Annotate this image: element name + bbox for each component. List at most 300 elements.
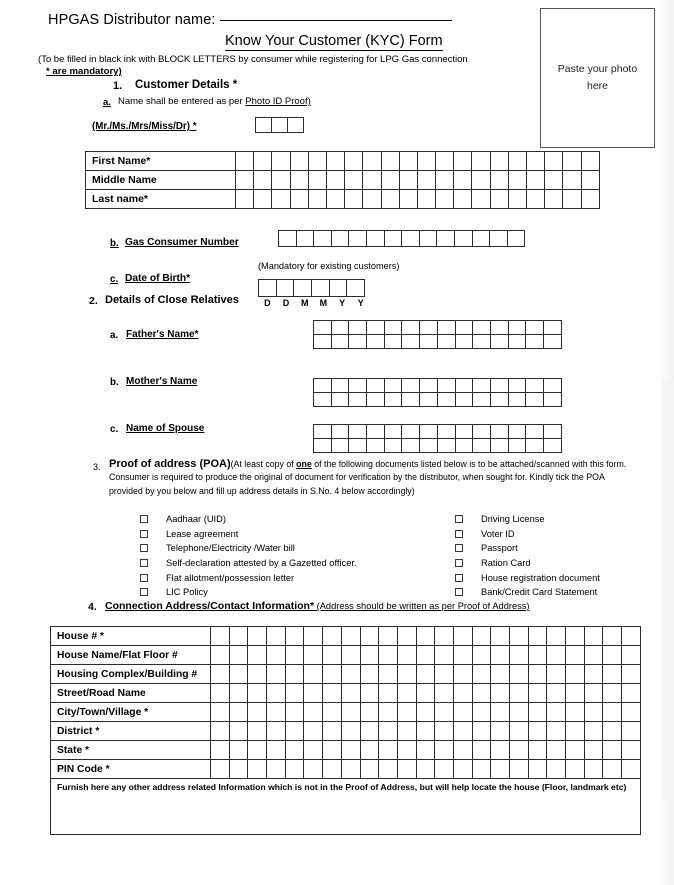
mothers-name-cell[interactable] bbox=[543, 392, 562, 407]
connection-address-table[interactable] bbox=[50, 626, 641, 835]
address-character-box[interactable] bbox=[211, 665, 230, 684]
name-character-box[interactable] bbox=[527, 152, 545, 171]
mothers-name-cell[interactable] bbox=[490, 392, 509, 407]
address-character-box[interactable] bbox=[435, 627, 454, 646]
date-of-birth-box[interactable] bbox=[276, 279, 295, 297]
fathers-name-cell[interactable] bbox=[313, 334, 332, 349]
fathers-name-cell[interactable] bbox=[366, 320, 385, 335]
address-character-box[interactable] bbox=[584, 646, 603, 665]
address-character-box[interactable] bbox=[323, 703, 342, 722]
name-character-box[interactable] bbox=[527, 171, 545, 190]
name-character-box[interactable] bbox=[563, 171, 581, 190]
name-character-box[interactable] bbox=[308, 171, 326, 190]
address-character-box[interactable] bbox=[566, 703, 585, 722]
fathers-name-cell[interactable] bbox=[472, 334, 491, 349]
address-character-box[interactable] bbox=[267, 741, 286, 760]
salutation-box[interactable] bbox=[287, 117, 304, 133]
address-character-box[interactable] bbox=[566, 684, 585, 703]
gas-consumer-number-box[interactable] bbox=[384, 230, 403, 247]
fathers-name-cell[interactable] bbox=[331, 320, 350, 335]
address-character-box[interactable] bbox=[360, 684, 379, 703]
fathers-name-cell[interactable] bbox=[419, 334, 438, 349]
name-character-box[interactable] bbox=[345, 152, 363, 171]
gas-consumer-number-box[interactable] bbox=[366, 230, 385, 247]
spouse-name-cell[interactable] bbox=[313, 438, 332, 453]
address-character-box[interactable] bbox=[248, 760, 267, 779]
address-character-box[interactable] bbox=[416, 741, 435, 760]
address-character-box[interactable] bbox=[323, 665, 342, 684]
address-character-box[interactable] bbox=[360, 703, 379, 722]
address-character-box[interactable] bbox=[584, 722, 603, 741]
fathers-name-cell[interactable] bbox=[366, 334, 385, 349]
salutation-box[interactable] bbox=[271, 117, 288, 133]
address-character-box[interactable] bbox=[267, 684, 286, 703]
gas-consumer-number-box[interactable] bbox=[436, 230, 455, 247]
address-character-box[interactable] bbox=[341, 760, 360, 779]
gas-consumer-number-box[interactable] bbox=[419, 230, 438, 247]
address-character-box[interactable] bbox=[416, 703, 435, 722]
spouse-name-cell[interactable] bbox=[472, 424, 491, 439]
fathers-name-cell[interactable] bbox=[437, 334, 456, 349]
spouse-name-cell[interactable] bbox=[472, 438, 491, 453]
address-character-box[interactable] bbox=[285, 627, 304, 646]
name-character-box[interactable] bbox=[508, 171, 526, 190]
name-character-box[interactable] bbox=[345, 190, 363, 209]
address-character-box[interactable] bbox=[285, 684, 304, 703]
address-character-box[interactable] bbox=[603, 703, 622, 722]
address-character-box[interactable] bbox=[622, 760, 641, 779]
spouse-name-cell[interactable] bbox=[419, 424, 438, 439]
address-character-box[interactable] bbox=[267, 665, 286, 684]
address-character-box[interactable] bbox=[547, 703, 566, 722]
mothers-name-cell[interactable] bbox=[508, 378, 527, 393]
address-character-box[interactable] bbox=[453, 741, 472, 760]
mothers-name-cell[interactable] bbox=[366, 378, 385, 393]
address-character-box[interactable] bbox=[248, 741, 267, 760]
mothers-name-cell[interactable] bbox=[401, 378, 420, 393]
name-character-box[interactable] bbox=[399, 152, 417, 171]
address-character-box[interactable] bbox=[528, 741, 547, 760]
name-character-box[interactable] bbox=[563, 152, 581, 171]
fathers-name-cell[interactable] bbox=[384, 320, 403, 335]
address-character-box[interactable] bbox=[416, 684, 435, 703]
mothers-name-cell[interactable] bbox=[331, 392, 350, 407]
checkbox-icon[interactable] bbox=[455, 544, 463, 552]
fathers-name-cell[interactable] bbox=[419, 320, 438, 335]
fathers-name-cell[interactable] bbox=[455, 320, 474, 335]
spouse-name-cell[interactable] bbox=[384, 438, 403, 453]
address-character-box[interactable] bbox=[397, 760, 416, 779]
address-character-box[interactable] bbox=[211, 684, 230, 703]
name-character-box[interactable] bbox=[381, 152, 399, 171]
mothers-name-cell[interactable] bbox=[401, 392, 420, 407]
address-character-box[interactable] bbox=[566, 741, 585, 760]
gas-consumer-number-box[interactable] bbox=[296, 230, 315, 247]
address-character-box[interactable] bbox=[397, 722, 416, 741]
address-character-box[interactable] bbox=[547, 760, 566, 779]
date-of-birth-box[interactable] bbox=[293, 279, 312, 297]
address-character-box[interactable] bbox=[211, 646, 230, 665]
checkbox-icon[interactable] bbox=[140, 559, 148, 567]
address-character-box[interactable] bbox=[397, 665, 416, 684]
name-character-box[interactable] bbox=[545, 190, 563, 209]
date-of-birth-box[interactable] bbox=[346, 279, 365, 297]
address-character-box[interactable] bbox=[211, 627, 230, 646]
gas-consumer-number-box[interactable] bbox=[472, 230, 491, 247]
name-character-box[interactable] bbox=[236, 152, 254, 171]
name-character-box[interactable] bbox=[490, 190, 508, 209]
address-character-box[interactable] bbox=[603, 684, 622, 703]
mothers-name-cell[interactable] bbox=[525, 378, 544, 393]
address-character-box[interactable] bbox=[267, 646, 286, 665]
address-character-box[interactable] bbox=[435, 760, 454, 779]
fathers-name-cell[interactable] bbox=[490, 334, 509, 349]
address-character-box[interactable] bbox=[379, 703, 398, 722]
spouse-name-cell[interactable] bbox=[348, 424, 367, 439]
name-character-box[interactable] bbox=[417, 171, 435, 190]
address-character-box[interactable] bbox=[603, 646, 622, 665]
address-character-box[interactable] bbox=[267, 627, 286, 646]
address-character-box[interactable] bbox=[510, 703, 529, 722]
name-character-box[interactable] bbox=[581, 171, 599, 190]
address-character-box[interactable] bbox=[472, 703, 491, 722]
address-character-box[interactable] bbox=[397, 703, 416, 722]
spouse-name-cell[interactable] bbox=[543, 438, 562, 453]
spouse-name-cell[interactable] bbox=[331, 438, 350, 453]
address-character-box[interactable] bbox=[248, 684, 267, 703]
address-character-box[interactable] bbox=[285, 741, 304, 760]
mothers-name-cell[interactable] bbox=[472, 378, 491, 393]
address-character-box[interactable] bbox=[491, 722, 510, 741]
fathers-name-cell[interactable] bbox=[455, 334, 474, 349]
address-character-box[interactable] bbox=[341, 665, 360, 684]
checkbox-icon[interactable] bbox=[455, 588, 463, 596]
address-character-box[interactable] bbox=[528, 703, 547, 722]
address-character-box[interactable] bbox=[566, 722, 585, 741]
mothers-name-cell[interactable] bbox=[437, 378, 456, 393]
address-character-box[interactable] bbox=[379, 627, 398, 646]
poa-option-item[interactable] bbox=[455, 512, 600, 527]
name-character-box[interactable] bbox=[472, 190, 490, 209]
address-character-box[interactable] bbox=[211, 760, 230, 779]
name-character-box[interactable] bbox=[326, 190, 344, 209]
mothers-name-cell[interactable] bbox=[313, 378, 332, 393]
address-character-box[interactable] bbox=[472, 760, 491, 779]
fathers-name-cell[interactable] bbox=[384, 334, 403, 349]
fathers-name-cell[interactable] bbox=[525, 320, 544, 335]
address-character-box[interactable] bbox=[510, 646, 529, 665]
gas-consumer-number-box[interactable] bbox=[454, 230, 473, 247]
mothers-name-cell[interactable] bbox=[525, 392, 544, 407]
name-character-box[interactable] bbox=[272, 190, 290, 209]
checkbox-icon[interactable] bbox=[140, 530, 148, 538]
address-character-box[interactable] bbox=[379, 684, 398, 703]
name-character-box[interactable] bbox=[308, 190, 326, 209]
address-character-box[interactable] bbox=[491, 703, 510, 722]
address-character-box[interactable] bbox=[229, 703, 248, 722]
address-character-box[interactable] bbox=[566, 627, 585, 646]
address-character-box[interactable] bbox=[622, 703, 641, 722]
address-character-box[interactable] bbox=[267, 722, 286, 741]
spouse-name-cell[interactable] bbox=[455, 424, 474, 439]
name-character-box[interactable] bbox=[399, 171, 417, 190]
address-character-box[interactable] bbox=[229, 627, 248, 646]
spouse-name-cell[interactable] bbox=[508, 438, 527, 453]
name-character-box[interactable] bbox=[436, 152, 454, 171]
mothers-name-cell[interactable] bbox=[455, 392, 474, 407]
address-character-box[interactable] bbox=[341, 741, 360, 760]
name-character-box[interactable] bbox=[454, 190, 472, 209]
address-character-box[interactable] bbox=[248, 627, 267, 646]
address-character-box[interactable] bbox=[304, 665, 323, 684]
name-character-box[interactable] bbox=[290, 190, 308, 209]
fathers-name-cell[interactable] bbox=[348, 334, 367, 349]
address-character-box[interactable] bbox=[285, 646, 304, 665]
name-character-box[interactable] bbox=[563, 190, 581, 209]
date-of-birth-box[interactable] bbox=[258, 279, 277, 297]
mothers-name-cell[interactable] bbox=[490, 378, 509, 393]
spouse-name-cell[interactable] bbox=[525, 424, 544, 439]
spouse-name-grid[interactable] bbox=[313, 424, 562, 453]
address-character-box[interactable] bbox=[229, 665, 248, 684]
fathers-name-cell[interactable] bbox=[348, 320, 367, 335]
poa-option-item[interactable] bbox=[455, 527, 600, 542]
address-character-box[interactable] bbox=[472, 665, 491, 684]
address-character-box[interactable] bbox=[416, 646, 435, 665]
address-character-box[interactable] bbox=[622, 684, 641, 703]
address-character-box[interactable] bbox=[453, 703, 472, 722]
poa-option-item[interactable] bbox=[455, 585, 600, 600]
address-character-box[interactable] bbox=[304, 627, 323, 646]
spouse-name-cell[interactable] bbox=[366, 438, 385, 453]
address-character-box[interactable] bbox=[622, 646, 641, 665]
address-character-box[interactable] bbox=[397, 627, 416, 646]
furnish-additional-info-area[interactable]: Furnish here any other address related Information which is not in the Proof of Address, but will help locate the house (Floor, landmark etc) bbox=[51, 779, 641, 835]
checkbox-icon[interactable] bbox=[140, 544, 148, 552]
address-character-box[interactable] bbox=[603, 665, 622, 684]
fathers-name-cell[interactable] bbox=[543, 320, 562, 335]
name-character-box[interactable] bbox=[326, 171, 344, 190]
address-character-box[interactable] bbox=[510, 760, 529, 779]
name-character-box[interactable] bbox=[254, 190, 272, 209]
gas-consumer-number-box[interactable] bbox=[313, 230, 332, 247]
address-character-box[interactable] bbox=[510, 722, 529, 741]
address-character-box[interactable] bbox=[622, 722, 641, 741]
name-character-box[interactable] bbox=[490, 171, 508, 190]
address-character-box[interactable] bbox=[248, 665, 267, 684]
address-character-box[interactable] bbox=[510, 684, 529, 703]
poa-option-item[interactable] bbox=[455, 570, 600, 585]
name-character-box[interactable] bbox=[581, 152, 599, 171]
fathers-name-cell[interactable] bbox=[313, 320, 332, 335]
address-character-box[interactable] bbox=[491, 760, 510, 779]
address-character-box[interactable] bbox=[584, 684, 603, 703]
address-character-box[interactable] bbox=[547, 741, 566, 760]
address-character-box[interactable] bbox=[229, 741, 248, 760]
address-character-box[interactable] bbox=[584, 760, 603, 779]
salutation-boxes[interactable] bbox=[255, 117, 304, 133]
gas-consumer-number-box[interactable] bbox=[507, 230, 526, 247]
address-character-box[interactable] bbox=[229, 760, 248, 779]
address-character-box[interactable] bbox=[360, 722, 379, 741]
address-character-box[interactable] bbox=[379, 722, 398, 741]
checkbox-icon[interactable] bbox=[140, 574, 148, 582]
name-character-box[interactable] bbox=[236, 171, 254, 190]
name-character-box[interactable] bbox=[545, 171, 563, 190]
fathers-name-grid[interactable] bbox=[313, 320, 562, 349]
fathers-name-cell[interactable] bbox=[525, 334, 544, 349]
spouse-name-cell[interactable] bbox=[366, 424, 385, 439]
mothers-name-grid[interactable] bbox=[313, 378, 562, 407]
address-character-box[interactable] bbox=[229, 684, 248, 703]
poa-option-item[interactable] bbox=[455, 556, 600, 571]
mothers-name-cell[interactable] bbox=[419, 392, 438, 407]
spouse-name-cell[interactable] bbox=[437, 424, 456, 439]
address-character-box[interactable] bbox=[323, 646, 342, 665]
spouse-name-cell[interactable] bbox=[348, 438, 367, 453]
spouse-name-cell[interactable] bbox=[313, 424, 332, 439]
spouse-name-cell[interactable] bbox=[490, 438, 509, 453]
address-character-box[interactable] bbox=[547, 646, 566, 665]
spouse-name-cell[interactable] bbox=[437, 438, 456, 453]
address-character-box[interactable] bbox=[211, 703, 230, 722]
mothers-name-cell[interactable] bbox=[366, 392, 385, 407]
name-character-box[interactable] bbox=[363, 152, 381, 171]
address-character-box[interactable] bbox=[510, 627, 529, 646]
address-character-box[interactable] bbox=[603, 722, 622, 741]
fathers-name-cell[interactable] bbox=[543, 334, 562, 349]
address-character-box[interactable] bbox=[360, 627, 379, 646]
name-character-box[interactable] bbox=[417, 190, 435, 209]
gas-consumer-number-boxes[interactable] bbox=[278, 230, 525, 247]
poa-option-item[interactable] bbox=[140, 512, 357, 527]
gas-consumer-number-box[interactable] bbox=[278, 230, 297, 247]
mothers-name-cell[interactable] bbox=[472, 392, 491, 407]
address-character-box[interactable] bbox=[416, 665, 435, 684]
address-character-box[interactable] bbox=[323, 741, 342, 760]
address-character-box[interactable] bbox=[211, 741, 230, 760]
spouse-name-cell[interactable] bbox=[490, 424, 509, 439]
address-character-box[interactable] bbox=[360, 741, 379, 760]
address-character-box[interactable] bbox=[435, 646, 454, 665]
mothers-name-cell[interactable] bbox=[348, 392, 367, 407]
address-character-box[interactable] bbox=[547, 627, 566, 646]
address-character-box[interactable] bbox=[453, 684, 472, 703]
address-character-box[interactable] bbox=[528, 722, 547, 741]
address-character-box[interactable] bbox=[248, 722, 267, 741]
poa-option-item[interactable] bbox=[140, 527, 357, 542]
name-character-box[interactable] bbox=[472, 171, 490, 190]
spouse-name-cell[interactable] bbox=[543, 424, 562, 439]
mothers-name-cell[interactable] bbox=[419, 378, 438, 393]
name-character-box[interactable] bbox=[308, 152, 326, 171]
address-character-box[interactable] bbox=[379, 741, 398, 760]
address-character-box[interactable] bbox=[584, 665, 603, 684]
name-character-box[interactable] bbox=[527, 190, 545, 209]
address-character-box[interactable] bbox=[603, 627, 622, 646]
address-character-box[interactable] bbox=[267, 703, 286, 722]
address-character-box[interactable] bbox=[304, 741, 323, 760]
gas-consumer-number-box[interactable] bbox=[348, 230, 367, 247]
name-character-box[interactable] bbox=[454, 171, 472, 190]
address-character-box[interactable] bbox=[566, 665, 585, 684]
name-character-box[interactable] bbox=[472, 152, 490, 171]
fathers-name-cell[interactable] bbox=[401, 334, 420, 349]
spouse-name-cell[interactable] bbox=[455, 438, 474, 453]
address-character-box[interactable] bbox=[453, 646, 472, 665]
address-character-box[interactable] bbox=[528, 684, 547, 703]
mothers-name-cell[interactable] bbox=[437, 392, 456, 407]
address-character-box[interactable] bbox=[379, 760, 398, 779]
address-character-box[interactable] bbox=[472, 646, 491, 665]
distributor-name-input[interactable] bbox=[220, 20, 452, 21]
address-character-box[interactable] bbox=[397, 741, 416, 760]
checkbox-icon[interactable] bbox=[140, 588, 148, 596]
address-character-box[interactable] bbox=[267, 760, 286, 779]
address-character-box[interactable] bbox=[453, 760, 472, 779]
name-character-box[interactable] bbox=[490, 152, 508, 171]
address-character-box[interactable] bbox=[547, 722, 566, 741]
name-character-box[interactable] bbox=[436, 190, 454, 209]
mothers-name-cell[interactable] bbox=[348, 378, 367, 393]
address-character-box[interactable] bbox=[379, 665, 398, 684]
address-character-box[interactable] bbox=[285, 665, 304, 684]
poa-option-item[interactable] bbox=[140, 556, 357, 571]
photo-paste-box[interactable] bbox=[540, 8, 655, 148]
name-character-box[interactable] bbox=[272, 171, 290, 190]
address-character-box[interactable] bbox=[453, 665, 472, 684]
address-character-box[interactable] bbox=[491, 684, 510, 703]
address-character-box[interactable] bbox=[416, 722, 435, 741]
address-character-box[interactable] bbox=[547, 684, 566, 703]
address-character-box[interactable] bbox=[323, 627, 342, 646]
address-character-box[interactable] bbox=[472, 722, 491, 741]
fathers-name-cell[interactable] bbox=[437, 320, 456, 335]
name-character-box[interactable] bbox=[454, 152, 472, 171]
address-character-box[interactable] bbox=[285, 703, 304, 722]
address-character-box[interactable] bbox=[622, 665, 641, 684]
mothers-name-cell[interactable] bbox=[508, 392, 527, 407]
name-character-box[interactable] bbox=[236, 190, 254, 209]
address-character-box[interactable] bbox=[566, 760, 585, 779]
name-character-box[interactable] bbox=[508, 190, 526, 209]
address-character-box[interactable] bbox=[341, 722, 360, 741]
address-character-box[interactable] bbox=[341, 703, 360, 722]
gas-consumer-number-box[interactable] bbox=[489, 230, 508, 247]
gas-consumer-number-box[interactable] bbox=[331, 230, 350, 247]
address-character-box[interactable] bbox=[248, 646, 267, 665]
address-character-box[interactable] bbox=[472, 684, 491, 703]
spouse-name-cell[interactable] bbox=[384, 424, 403, 439]
name-character-box[interactable] bbox=[326, 152, 344, 171]
address-character-box[interactable] bbox=[229, 722, 248, 741]
fathers-name-cell[interactable] bbox=[401, 320, 420, 335]
mothers-name-cell[interactable] bbox=[455, 378, 474, 393]
address-character-box[interactable] bbox=[341, 684, 360, 703]
name-character-box[interactable] bbox=[363, 190, 381, 209]
address-character-box[interactable] bbox=[584, 627, 603, 646]
address-character-box[interactable] bbox=[435, 722, 454, 741]
address-character-box[interactable] bbox=[435, 684, 454, 703]
name-character-box[interactable] bbox=[290, 171, 308, 190]
address-character-box[interactable] bbox=[491, 665, 510, 684]
address-character-box[interactable] bbox=[304, 684, 323, 703]
address-character-box[interactable] bbox=[528, 646, 547, 665]
spouse-name-cell[interactable] bbox=[401, 424, 420, 439]
poa-option-item[interactable] bbox=[140, 570, 357, 585]
address-character-box[interactable] bbox=[435, 703, 454, 722]
name-character-box[interactable] bbox=[436, 171, 454, 190]
